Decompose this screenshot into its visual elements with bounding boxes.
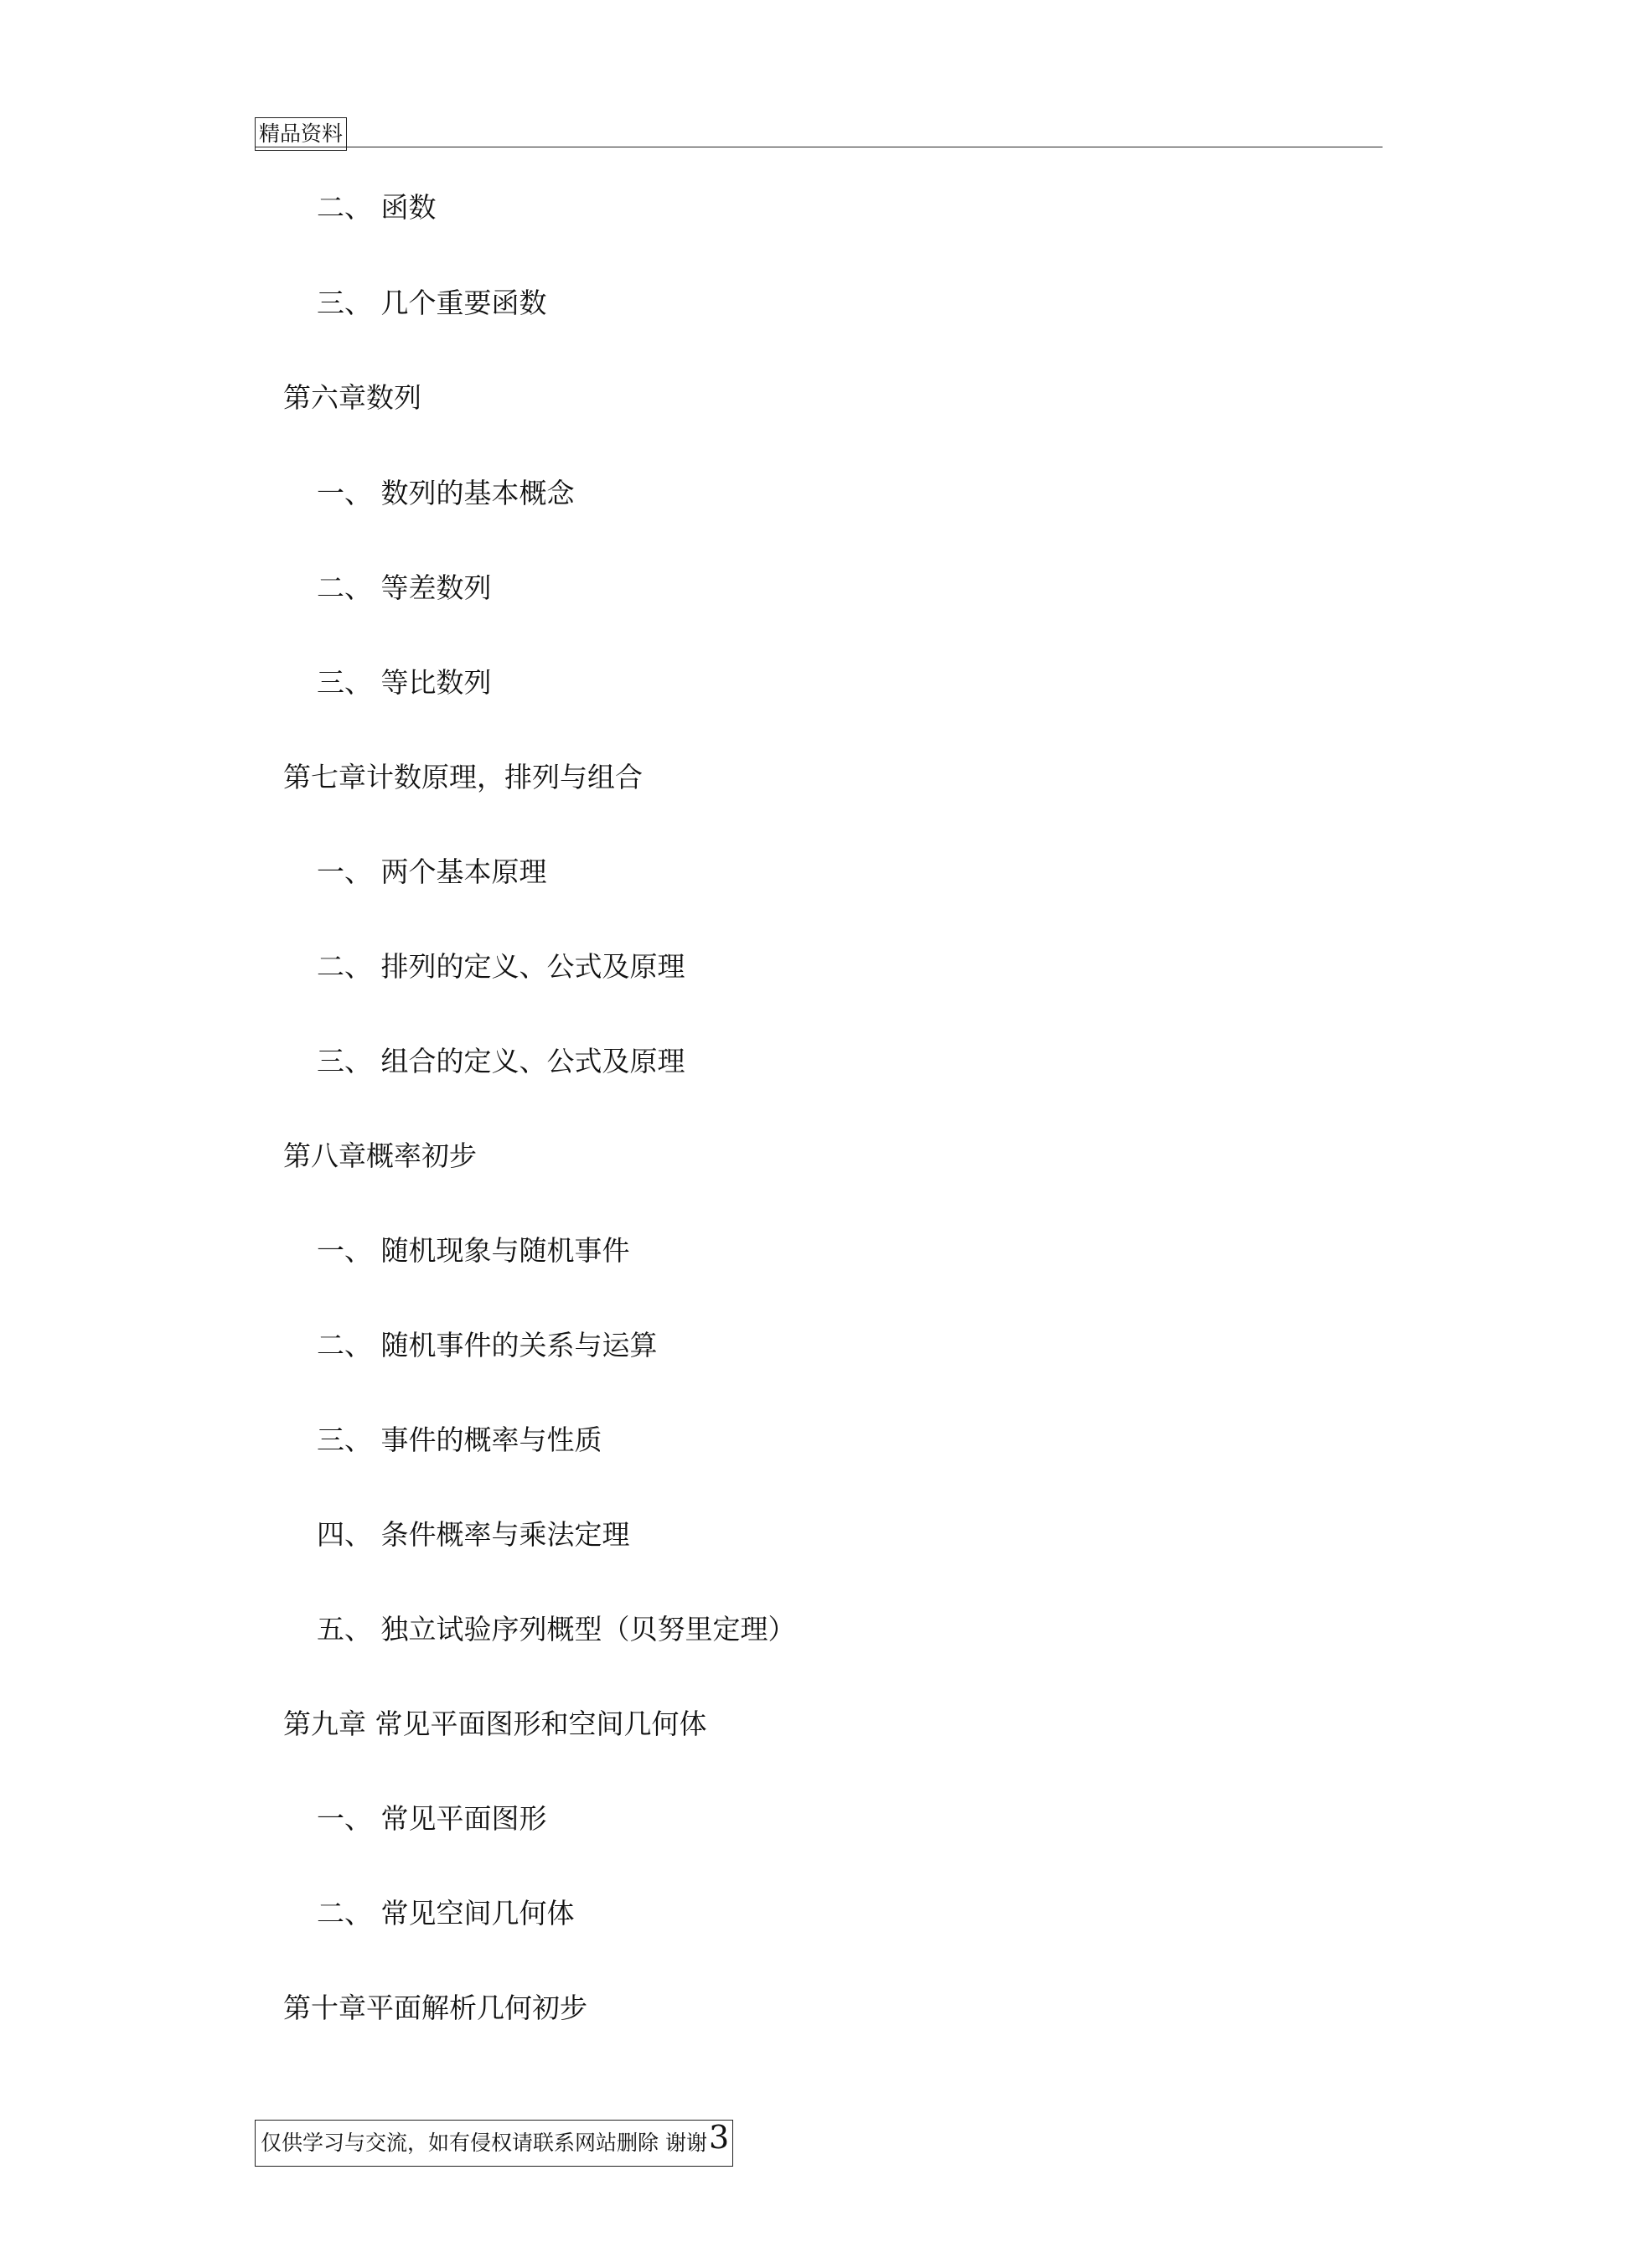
toc-chapter: 第八章概率初步: [283, 1139, 477, 1172]
footer-notice: 仅供学习与交流，如有侵权请联系网站删除 谢谢: [261, 2131, 707, 2155]
toc-entry: 二、 常见空间几何体: [317, 1897, 575, 1930]
toc-entry: 二、 排列的定义、公式及原理: [317, 950, 685, 983]
toc-entry: 三、 组合的定义、公式及原理: [317, 1045, 685, 1077]
toc-entry: 三、 几个重要函数: [317, 287, 547, 319]
toc-entry: 四、 条件概率与乘法定理: [317, 1518, 630, 1551]
page-number: 3: [708, 2119, 730, 2156]
toc-chapter: 第九章 常见平面图形和空间几何体: [283, 1707, 707, 1740]
toc-entry: 二、 随机事件的关系与运算: [317, 1329, 658, 1361]
toc-chapter: 第七章计数原理，排列与组合: [283, 761, 643, 793]
toc-chapter: 第十章平面解析几何初步: [283, 1992, 587, 2024]
header-label: 精品资料: [255, 117, 347, 151]
toc-entry: 二、 函数: [317, 191, 437, 224]
toc-entry: 一、 两个基本原理: [317, 855, 547, 888]
toc-chapter: 第六章数列: [283, 381, 421, 414]
footer-notice-box: [255, 2120, 733, 2167]
toc-entry: 一、 随机现象与随机事件: [317, 1234, 630, 1267]
toc-entry: 二、 等差数列: [317, 571, 492, 604]
toc-entry: 一、 数列的基本概念: [317, 477, 575, 509]
toc-entry: 一、 常见平面图形: [317, 1802, 547, 1835]
toc-entry: 三、 事件的概率与性质: [317, 1423, 602, 1456]
toc-entry: 五、 独立试验序列概型（贝努里定理）: [317, 1613, 796, 1645]
toc-entry: 三、 等比数列: [317, 666, 492, 699]
